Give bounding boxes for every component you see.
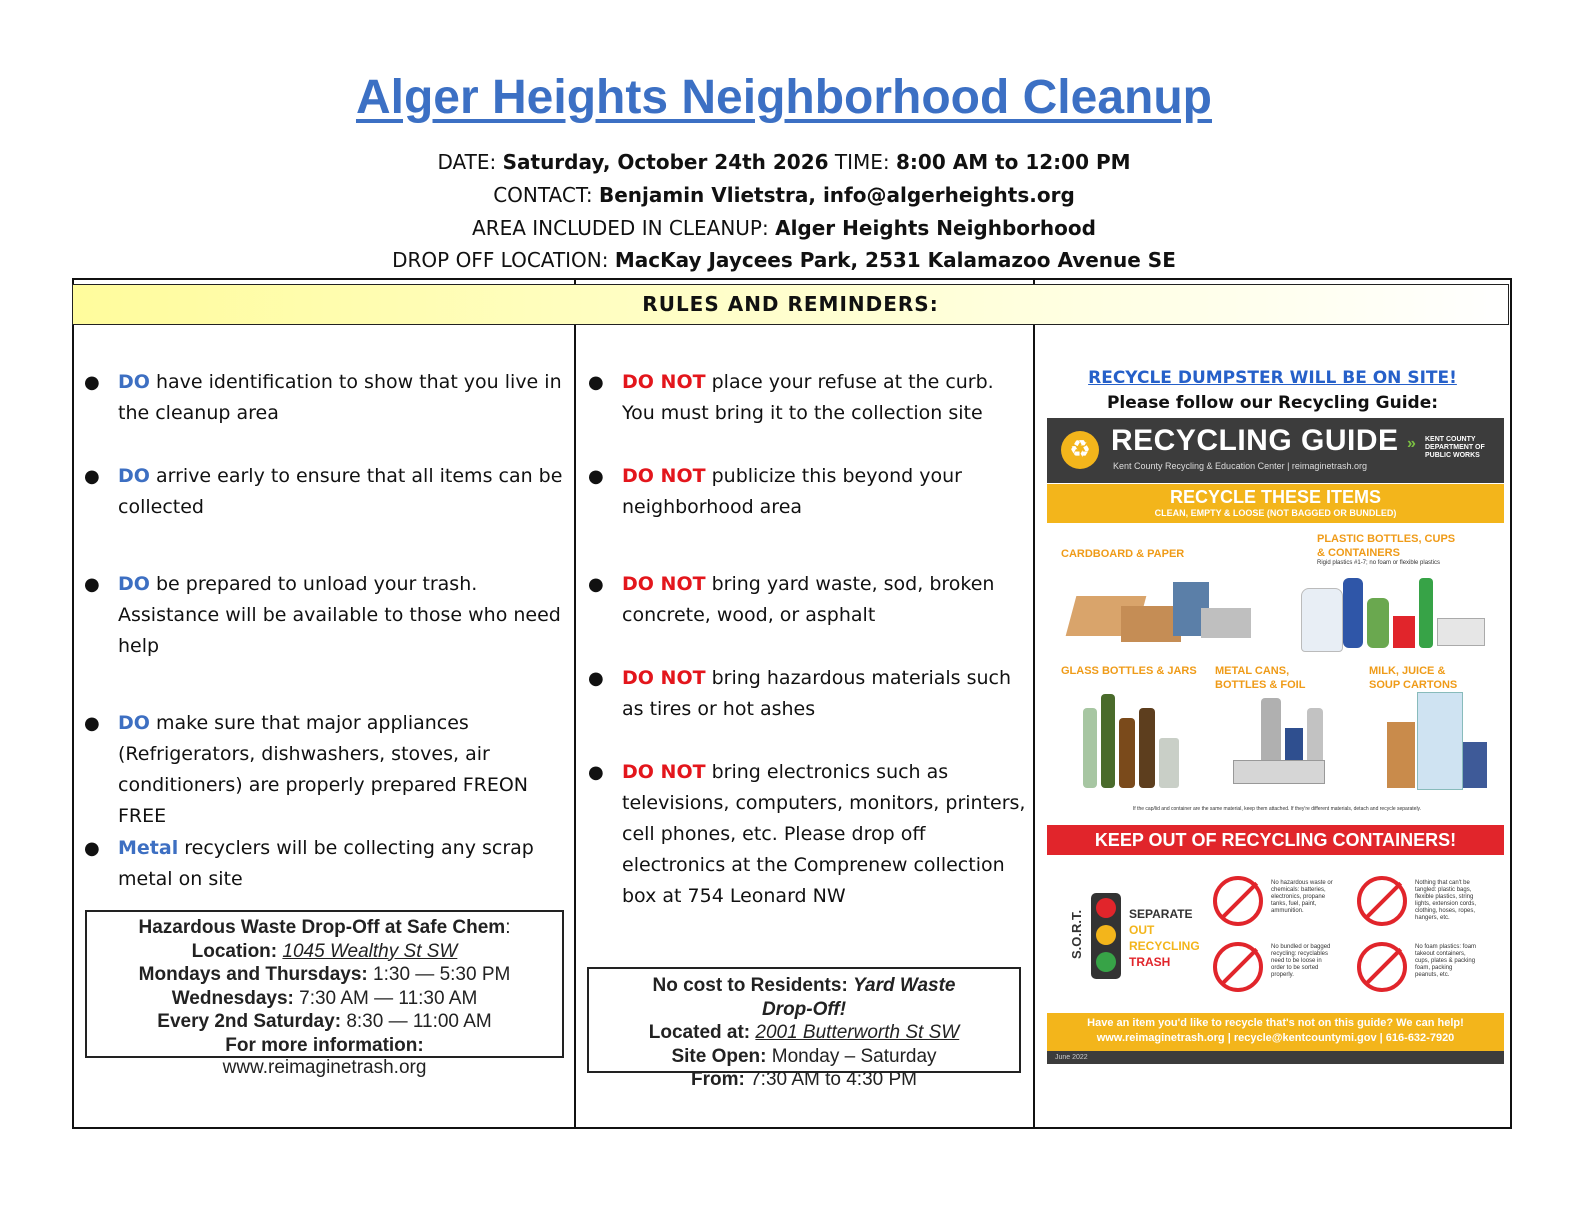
cat-plastic: PLASTIC BOTTLES, CUPS & CONTAINERS — [1317, 533, 1456, 559]
hazard-wed-value: 7:30 AM — 11:30 AM — [299, 987, 478, 1009]
metal-cans-illustration — [1227, 698, 1337, 792]
bullet: ● — [84, 372, 100, 393]
cartons-illustration — [1383, 692, 1493, 792]
recycling-guide-image — [1047, 418, 1504, 1064]
hazard-mt-label: Mondays and Thursdays: — [138, 964, 374, 985]
list-item — [588, 367, 1028, 429]
dropoff-value: MacKay Jaycees Park, 2531 Kalamazoo Avenue SE — [614, 248, 1176, 272]
bullet: ● — [84, 838, 100, 859]
dont-column — [588, 367, 1028, 967]
bullet: ● — [84, 713, 100, 734]
hazard-mt-value: 1:30 — 5:30 PM — [373, 964, 511, 985]
do-text: recyclers will be collecting any scrap metal on site — [118, 837, 534, 890]
cardboard-paper-illustration — [1061, 578, 1261, 648]
dont-text: publicize this beyond your neighborhood area — [622, 465, 962, 518]
time-value: 8:00 AM to 12:00 PM — [896, 150, 1131, 174]
cat-milk: MILK, JUICE & SOUP CARTONS — [1369, 665, 1458, 691]
yard-from-value: 7:30 AM to 4:30 PM — [750, 1069, 917, 1090]
yard-line1-label: No cost to Residents: — [652, 975, 854, 996]
dropoff-label: DROP OFF LOCATION: — [392, 248, 615, 272]
recycle-icon: ♻ — [1061, 431, 1099, 469]
recycle-intro — [1040, 366, 1505, 416]
bullet: ● — [588, 372, 604, 393]
contact-label: CONTACT: — [493, 183, 599, 207]
no-hazardous-icon — [1213, 876, 1263, 926]
bullet: ● — [588, 574, 604, 595]
yard-line1-value: Yard Waste — [853, 975, 956, 996]
guide-header — [1047, 418, 1504, 483]
cat-metal: METAL CANS, BOTTLES & FOIL — [1215, 665, 1306, 691]
hazardous-waste-box — [85, 910, 564, 1058]
plastic-bottles-illustration — [1297, 578, 1497, 652]
guide-subtitle: Kent County Recycling & Education Center | reimaginetrash.org — [1113, 461, 1367, 471]
recycle-these-banner — [1047, 484, 1504, 523]
dont-key: DO NOT — [622, 371, 706, 393]
dont-key: DO NOT — [622, 573, 706, 595]
sort-word: S.O.R.T. — [1069, 909, 1084, 959]
yard-waste-box — [587, 967, 1021, 1073]
cat-glass: GLASS BOTTLES & JARS — [1061, 665, 1197, 677]
no-tanglers-text: Nothing that can't be tangled: plastic bags, flexible plastics, string lights, extension cords, clothing, hoses, ropes, hangers, etc. — [1415, 880, 1477, 921]
recycle-dumpster-link[interactable]: RECYCLE DUMPSTER WILL BE ON SITE! — [1088, 368, 1457, 388]
yard-line2: Drop-Off! — [761, 998, 847, 1020]
bullet: ● — [588, 762, 604, 783]
yard-hours — [587, 1068, 1021, 1092]
do-key: DO — [118, 371, 150, 393]
do-key: DO — [118, 465, 150, 487]
dont-text: bring electronics such as televisions, computers, monitors, printers, cell phones, etc. Please drop off electronics at the Comprenew collection box at 754 Leonard NW — [622, 761, 1026, 907]
dont-text: bring yard waste, sod, broken concrete, wood, or asphalt — [622, 573, 995, 626]
list-item — [588, 569, 1028, 631]
no-hazardous-text: No hazardous waste or chemicals: batteries, electronics, propane tanks, fuel, paint, ammunition. — [1271, 880, 1333, 914]
cap-note: If the cap/lid and container are the same material, keep them attached. If they're different materials, detach and recycle separately. — [1132, 806, 1422, 812]
bullet: ● — [84, 466, 100, 487]
list-item — [588, 757, 1028, 912]
traffic-light-icon — [1091, 893, 1121, 979]
no-bagged-icon — [1213, 942, 1263, 992]
yard-open-label: Site Open: — [671, 1045, 772, 1067]
yard-from-label: From: — [691, 1069, 751, 1090]
date-value: Saturday, October 24th 2026 — [502, 150, 829, 174]
list-item — [588, 663, 1028, 725]
date-label: DATE: — [437, 150, 503, 174]
rules-header: RULES AND REMINDERS: — [72, 284, 1509, 325]
hazard-more: For more information: — [225, 1034, 424, 1056]
bullet: ● — [588, 466, 604, 487]
hazard-title-suffix: : — [505, 917, 511, 938]
list-item — [84, 708, 568, 832]
dont-key: DO NOT — [622, 465, 706, 487]
keep-out-banner: KEEP OUT OF RECYCLING CONTAINERS! — [1047, 825, 1504, 855]
page-title: Alger Heights Neighborhood Cleanup — [355, 71, 1212, 124]
hazard-wed-label: Wednesdays: — [171, 987, 300, 1009]
recycle-these-sub: CLEAN, EMPTY & LOOSE (NOT BAGGED OR BUNDLED) — [1154, 508, 1397, 518]
chevron-icon: » — [1407, 435, 1416, 452]
hazard-location-value: 1045 Wealthy St SW — [282, 940, 458, 962]
cat-plastic-sub: Rigid plastics #1-7; no foam or flexible plastics — [1317, 560, 1441, 566]
sort-legend — [1129, 906, 1200, 970]
list-item — [84, 461, 568, 523]
no-tanglers-icon — [1357, 876, 1407, 926]
dept-name: KENT COUNTY DEPARTMENT OF PUBLIC WORKS — [1425, 436, 1485, 459]
time-label: TIME: — [828, 150, 897, 174]
no-foam-text: No foam plastics: foam takeout containers, cups, plates & packing foam, packing peanuts, etc. — [1415, 944, 1477, 978]
sort-out: OUT — [1129, 923, 1155, 937]
list-item — [84, 367, 568, 429]
do-text: arrive early to ensure that all items can be collected — [118, 465, 563, 518]
do-key: DO — [118, 573, 150, 595]
no-bagged-text: No bundled or bagged recycling: recyclables need to be loose in order to be sorted properly. — [1271, 944, 1331, 978]
column-divider — [574, 278, 576, 1129]
hazard-sat-value: 8:30 — 11:00 AM — [346, 1011, 492, 1032]
sort-trash: TRASH — [1129, 955, 1171, 969]
sort-recycling: RECYCLING — [1129, 939, 1200, 953]
recycle-these-title: RECYCLE THESE ITEMS — [1169, 487, 1382, 507]
do-text: make sure that major appliances (Refrigerators, dishwashers, stoves, air conditioners) are properly prepared FREON FREE — [118, 712, 529, 827]
glass-bottles-illustration — [1077, 688, 1187, 792]
yard-open-value: Monday – Saturday — [771, 1045, 937, 1067]
list-item — [588, 461, 1028, 523]
column-divider — [1033, 278, 1035, 1129]
dont-key: DO NOT — [622, 761, 706, 783]
dropoff-line — [0, 248, 1568, 272]
contact-line — [0, 183, 1568, 207]
area-label: AREA INCLUDED IN CLEANUP: — [472, 216, 776, 240]
dont-text: place your refuse at the curb. You must bring it to the collection site — [622, 371, 994, 424]
yard-located-label: Located at: — [648, 1022, 756, 1043]
hazard-title: Hazardous Waste Drop-Off at Safe Chem — [138, 917, 506, 938]
bullet: ● — [588, 668, 604, 689]
guide-footer-line1: Have an item you'd like to recycle that's not on this guide? We can help! — [1087, 1017, 1464, 1029]
guide-footer — [1047, 1013, 1504, 1051]
list-item — [84, 569, 568, 662]
area-line — [0, 216, 1568, 240]
do-text: be prepared to unload your trash. Assistance will be available to those who need help — [118, 573, 561, 657]
hazard-url: www.reimaginetrash.org — [222, 1057, 427, 1078]
dont-text: bring hazardous materials such as tires or hot ashes — [622, 667, 1012, 720]
date-time-line — [0, 150, 1568, 174]
contact-value: Benjamin Vlietstra, info@algerheights.org — [598, 183, 1075, 207]
area-value: Alger Heights Neighborhood — [775, 216, 1096, 240]
yard-located-value: 2001 Butterworth St SW — [755, 1022, 960, 1043]
bullet: ● — [84, 574, 100, 595]
guide-footer-line2: www.reimaginetrash.org | recycle@kentcountymi.gov | 616-632-7920 — [1096, 1032, 1455, 1044]
metal-key: Metal — [118, 837, 179, 859]
guide-date: June 2022 — [1047, 1051, 1504, 1064]
guide-title: RECYCLING GUIDE — [1111, 424, 1399, 457]
no-foam-icon — [1357, 942, 1407, 992]
dont-key: DO NOT — [622, 667, 706, 689]
do-text: have identification to show that you live in the cleanup area — [118, 371, 562, 424]
kent-county-dept — [1407, 436, 1497, 460]
sort-separate: SEPARATE — [1129, 907, 1193, 921]
hazard-sat-label: Every 2nd Saturday: — [157, 1011, 347, 1032]
list-item — [84, 833, 568, 895]
hazard-location-label: Location: — [191, 940, 283, 962]
cat-cardboard: CARDBOARD & PAPER — [1061, 548, 1185, 560]
do-key: DO — [118, 712, 150, 734]
recycle-follow: Please follow our Recycling Guide: — [1106, 393, 1439, 413]
